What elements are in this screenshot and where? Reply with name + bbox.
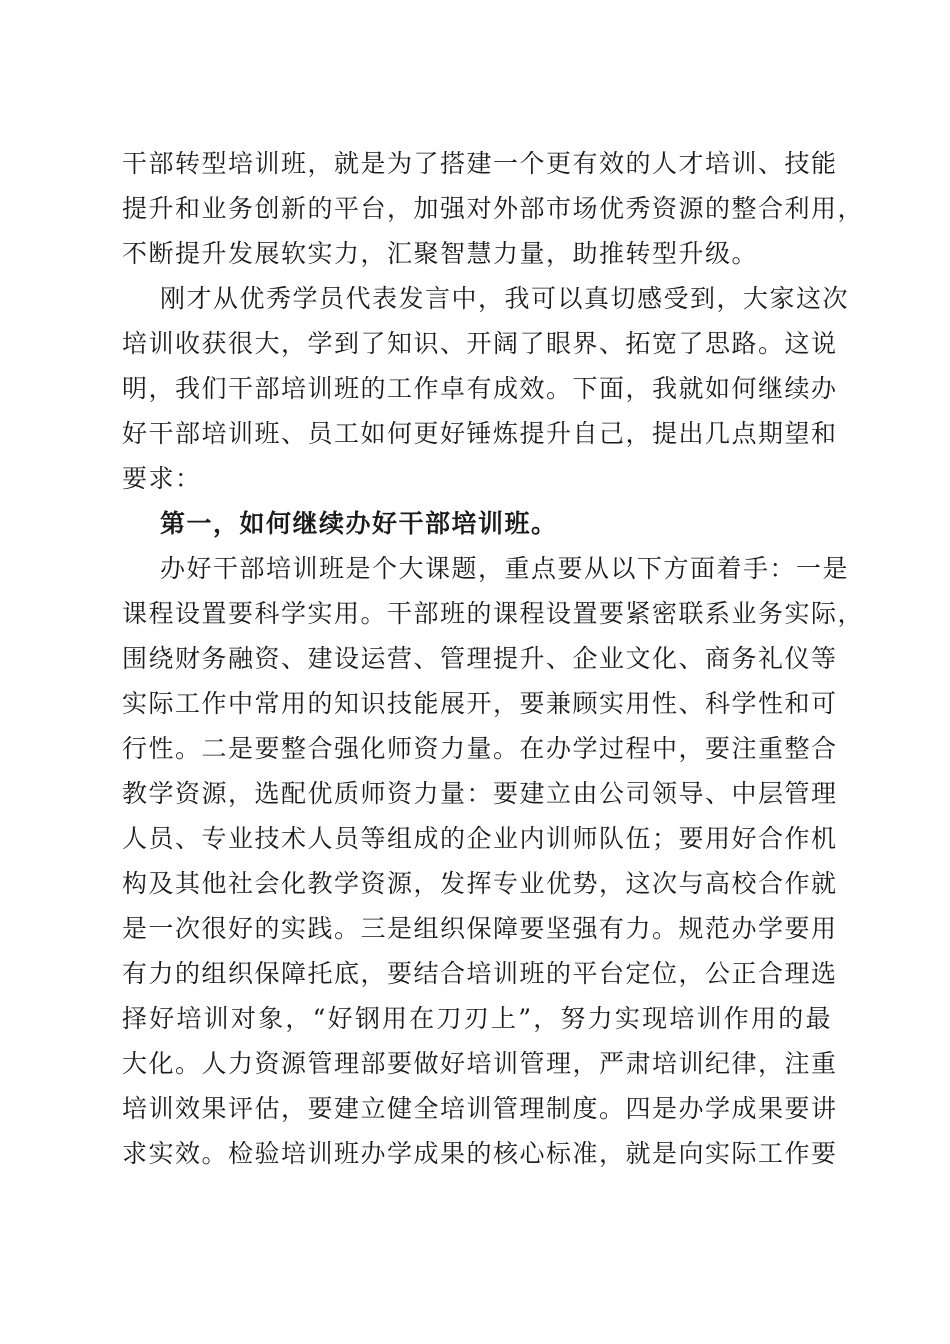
text-line: 有力的组织保障托底，要结合培训班的平台定位，公正合理选: [122, 959, 838, 988]
text-line: 实际工作中常用的知识技能展开，要兼顾实用性、科学性和可: [122, 689, 838, 718]
text-line: 好干部培训班、员工如何更好锤炼提升自己，提出几点期望和: [122, 419, 838, 448]
document-body: [122, 141, 865, 1176]
text-line: 培训效果评估，要建立健全培训管理制度。四是办学成果要讲: [122, 1094, 838, 1123]
text-line: 刚才从优秀学员代表发言中，我可以真切感受到，大家这次: [160, 284, 850, 313]
text-line: 干部转型培训班，就是为了搭建一个更有效的人才培训、技能: [122, 149, 838, 178]
text-line: 人员、专业技术人员等组成的企业内训师队伍；要用好合作机: [122, 824, 838, 853]
text-line: 教学资源，选配优质师资力量：要建立由公司领导、中层管理: [122, 779, 838, 808]
text-line: 不断提升发展软实力，汇聚智慧力量，助推转型升级。: [122, 239, 759, 268]
text-line: 明，我们干部培训班的工作卓有成效。下面，我就如何继续办: [122, 374, 838, 403]
text-line: 行性。二是要整合强化师资力量。在办学过程中，要注重整合: [122, 734, 838, 763]
text-line: 求实效。检验培训班办学成果的核心标准，就是向实际工作要: [122, 1139, 838, 1168]
text-line: 构及其他社会化教学资源，发挥专业优势，这次与高校合作就: [122, 869, 838, 898]
text-line: 择好培训对象，“好钢用在刀刃上”，努力实现培训作用的最: [122, 1004, 832, 1033]
text-line: 课程设置要科学实用。干部班的课程设置要紧密联系业务实际，: [122, 599, 865, 628]
text-line: 是一次很好的实践。三是组织保障要坚强有力。规范办学要用: [122, 914, 838, 943]
text-line: 办好干部培训班是个大课题，重点要从以下方面着手：一是: [160, 554, 850, 583]
text-line: 提升和业务创新的平台，加强对外部市场优秀资源的整合利用，: [122, 194, 865, 223]
text-line: 培训收获很大，学到了知识、开阔了眼界、拓宽了思路。这说: [122, 329, 838, 358]
text-line: 围绕财务融资、建设运营、管理提升、企业文化、商务礼仪等: [122, 644, 838, 673]
section-heading-line: 第一，如何继续办好干部培训班。: [160, 509, 558, 538]
text-line: 要求：: [122, 464, 202, 493]
text-line: 大化。人力资源管理部要做好培训管理，严肃培训纪律，注重: [122, 1049, 838, 1078]
